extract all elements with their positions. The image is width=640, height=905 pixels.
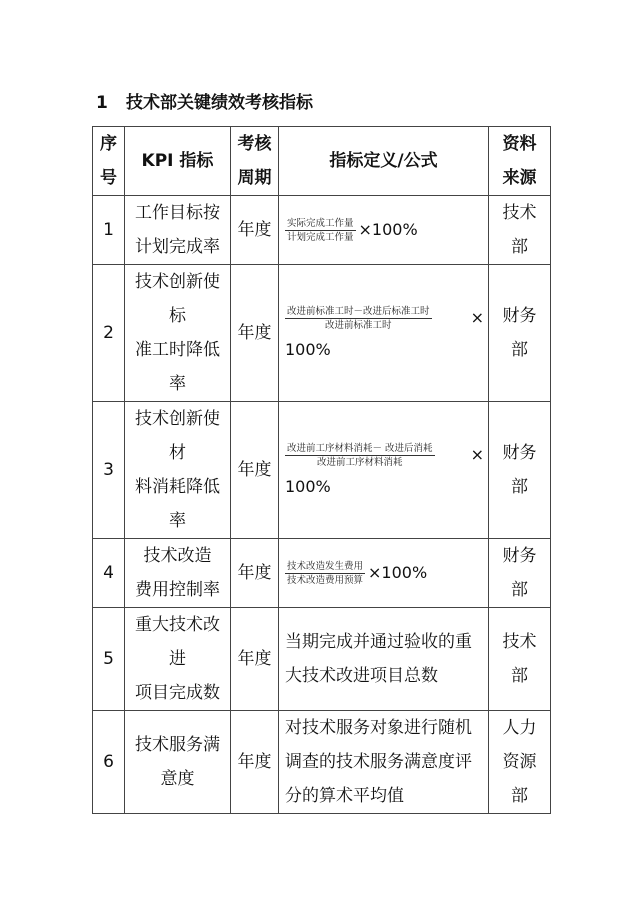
formula-fraction: $\frac{\text{改进前工序材料消耗－ 改进后消耗}}{\text{改进前工序材料消耗}}$ [287,442,433,468]
kpi-cell: 技术创新使 材 料消耗降低 率 [125,402,231,539]
table-row [93,539,551,608]
period-cell: 年度 [231,711,279,814]
seq-cell: 2 [93,265,125,402]
table-row [93,711,551,814]
period-cell: 年度 [231,402,279,539]
source-cell: 技术 部 [489,196,551,265]
header-seq: 序 号 [93,127,125,196]
header-row [93,127,551,196]
section-title: 技术部关键绩效考核指标 [126,93,313,113]
formula-fraction: $\frac{\text{实际完成工作量}}{\text{计划完成工作量}}$ [287,217,354,243]
seq-cell: 3 [93,402,125,539]
formula-percent: 100% [285,340,331,359]
header-definition: 指标定义/公式 [279,127,489,196]
seq-cell: 4 [93,539,125,608]
seq-cell: 1 [93,196,125,265]
period-cell: 年度 [231,539,279,608]
kpi-cell: 技术创新使 标 准工时降低 率 [125,265,231,402]
source-cell: 人力 资源 部 [489,711,551,814]
table-row [93,402,551,539]
section-number: 1 [96,93,108,113]
formula-cell [279,196,489,265]
formula-cell [279,402,489,539]
formula-fraction: $\frac{\text{改进前标准工时－改进后标准工时}}{\text{改进前标准工时}}$ [287,305,430,331]
source-cell: 财务 部 [489,265,551,402]
table-row [93,608,551,711]
source-cell: 财务 部 [489,402,551,539]
source-cell: 财务 部 [489,539,551,608]
header-kpi: KPI 指标 [125,127,231,196]
definition-cell: 当期完成并通过验收的重 大技术改进项目总数 [279,608,489,711]
header-period: 考核 周期 [231,127,279,196]
formula-fraction: $\frac{\text{技术改造发生费用}}{\text{技术改造费用预算}}$ [287,560,364,586]
kpi-table [92,126,551,814]
kpi-cell: 技术服务满 意度 [125,711,231,814]
formula-times: × [470,445,484,464]
kpi-cell: 重大技术改 进 项目完成数 [125,608,231,711]
formula-percent: 100% [285,477,331,496]
section-heading [96,88,313,113]
formula-multiplier: ×100% [368,563,428,582]
formula-multiplier: ×100% [358,220,418,239]
period-cell: 年度 [231,608,279,711]
formula-cell [279,539,489,608]
kpi-cell: 工作目标按 计划完成率 [125,196,231,265]
seq-cell: 5 [93,608,125,711]
formula-cell [279,265,489,402]
definition-cell: 对技术服务对象进行随机 调查的技术服务满意度评 分的算术平均值 [279,711,489,814]
period-cell: 年度 [231,196,279,265]
period-cell: 年度 [231,265,279,402]
kpi-cell: 技术改造 费用控制率 [125,539,231,608]
table-row [93,196,551,265]
source-cell: 技术 部 [489,608,551,711]
table-row [93,265,551,402]
header-source: 资料 来源 [489,127,551,196]
seq-cell: 6 [93,711,125,814]
formula-times: × [470,308,484,327]
